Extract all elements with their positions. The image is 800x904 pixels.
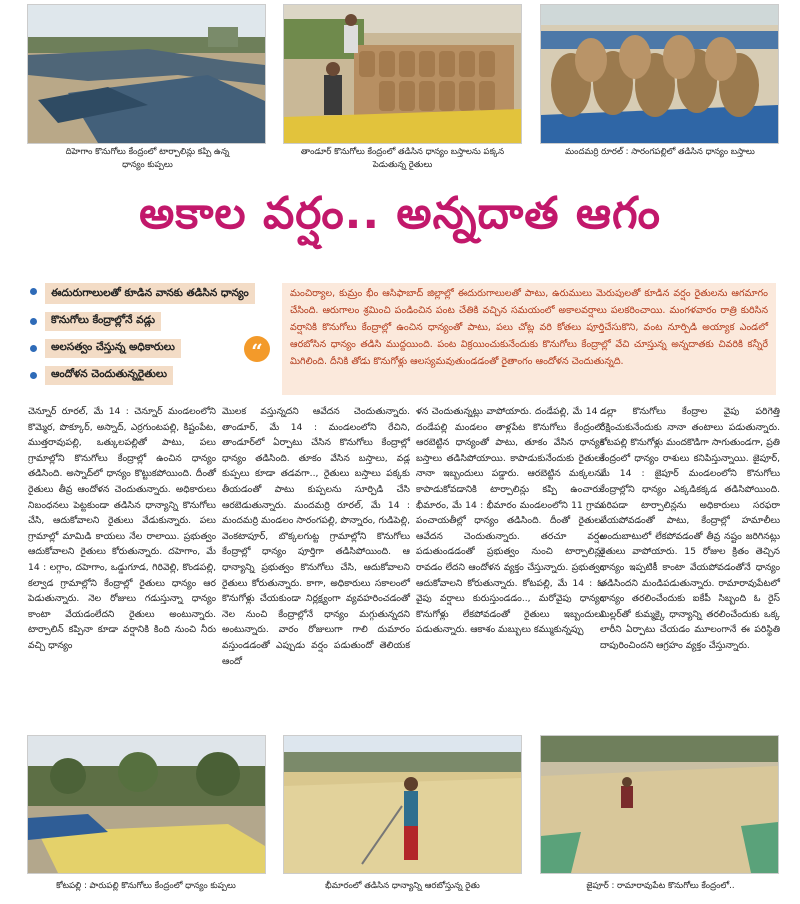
photo-tarpaulin-covered-grain xyxy=(27,4,266,144)
bullet-icon xyxy=(30,318,37,325)
caption-bottom-right: జైపూర్ : రామారావుపేట కొనుగోలు కేంద్రంలో.. xyxy=(586,881,735,891)
bullet-icon xyxy=(30,372,37,379)
article-column-1: చెన్నూర్ రూరల్, మే 14 : చెన్నూర్ మండలంలోని కొమ్మెర, పొక్కూర్, అస్నాద్, ఎర్రగుంటపల్లి, కిష్టంపేట, ముత్తరావుపల్లి, ఒత్కులపల్లితో పాటు, పలు గ్రామాల్లోని కొనుగోలు కేంద్రాల్లో ఉంచిన ధాన్యం తడిసింది. అస్నాద్‌లో ధాన్యం కొట్టుకపోయింది. దీంతో రైతులు తీవ్ర ఆందోళన చెందుతున్నారు. అధికారులు నిబంధనలు పెట్టకుండా తడిసిన ధాన్యాన్ని కొనుగోలు చేసి, ఆదుకోవాలని రైతులు వేడుకున్నారు. పలు గ్రామాల్లో మామిడి కాయలు నేల రాలాయి. ప్రభుత్వం ఆదుకోవాలని రైతులు కోరుతున్నారు. దహెగాం, మే 14 : లగ్గాం, దహెగాం, ఒడ్డుగూడ, గిరివెల్లి, కొండపల్లి, కల్వాడ గ్రామాల్లోని కేంద్రాల్లో రైతులు ధాన్యం ఆర పెడుతున్నారు. నెల రోజులు గడుస్తున్నా ధాన్యం కాంటా వేయడంలేదని రైతులు అంటున్నారు. టార్పాలిన్ కప్పినా కూడా వర్షానికి కింది నుంచి నీరు వచ్చి ధాన్యం xyxy=(28,406,216,651)
article-column-2: మొలక వస్తున్నదని ఆవేదన చెందుతున్నారు. తాండూర్, మే 14 : మండలంలోని రేచిని, తాండూర్‌లో ఏర్పాటు చేసిన కొనుగోలు కేంద్రాల్లో ధాన్యం తడిసింది. తూకం వేసిన బస్తాలు, వడ్ల కుప్పలు కూడా తడవగా.., రైతులు బస్తాలు పక్కకు తీయడంతో పాటు కుప్పలను సూర్పిడి చేసి ఆరబెడుతున్నారు. మందమర్రి రూరల్, మే 14 : మందమర్రి మండలం సారంగపల్లి, పొన్నారం, గుడిపెల్లి, వెంకటాపూర్, బొక్కలగుట్ట గ్రామాల్లోని కొనుగోలు కేంద్రాల్లో ధాన్యం పూర్తిగా తడిసిపోయింది. ఆ ధాన్యాన్ని ప్రభుత్వం కొనుగోలు చేసి, ఆదుకోవాలని రైతులు కోరుతున్నారు. కాగా, అధికారులు సకాలంలో కొనుగోళ్లు చేయకుండా నిర్లక్ష్యంగా వ్యవహరించడంతో నెల నుంచి కేంద్రాల్లోనే ధాన్యం మగ్గుతున్నదని అంటున్నారు. వారం రోజులుగా గాలి దుమారం వస్తుండడంతో ఎప్పుడు వర్షం పడుతుందో తెలియక ఆందో xyxy=(222,406,410,667)
highlights-box xyxy=(30,283,260,393)
quote-icon: “ xyxy=(244,336,270,362)
photo-grain-heaps-parupalli xyxy=(27,735,266,874)
bullet-icon xyxy=(30,345,37,352)
highlight-text: అలసత్వం చేస్తున్న అధికారులు xyxy=(45,339,181,358)
article-column-3: ళన చెందుతున్నట్లు వాపోయారు. దండేపల్లి, మే 14 : దండేపల్లి మండలం తాళ్లపేట కొనుగోలు కేంద్రంలో ఆరబెట్టిన ధాన్యంతో పాటు, తూకం వేసిన ధాన్యం బస్తాలు తడిసిపోయాయి. కాపాడుకునేందుకు రైతులు నానా ఇబ్బందులు పడ్డారు. ఆరబెట్టిన మక్కలను కాపాడుకోవడానికి టార్పాలిన్లు కప్పి ఉంచారు. భీమారం, మే 14 : భీమారం మండలంలోని 11 గ్రామ పంచాయతీల్లో ధాన్యం తడిసింది. దీంతో రైతులు ఆవేదన చెందుతున్నారు. తరచూ వర్షం పడుతుండడంతో ప్రభుత్వం నుంచి టార్పాలిన్లు రావడం లేదని ఆందోళన వ్యక్తం చేస్తున్నారు. ప్రభుత్వం ఆదుకోవాలని కోరుతున్నారు. కోటపల్లి, మే 14 : ఓ వైపు వర్షాలు కురుస్తుండడం.., మరోవైపు ధాన్యం కొనుగోళ్లు లేకపోవడంతో రైతులు ఇబ్బందులు పడుతున్నారు. ఆకాశం మబ్బులు కమ్ముకున్నప్పు xyxy=(416,406,604,636)
caption-bottom-center: భీమారంలో తడిసిన ధాన్యాన్ని ఆరబోస్తున్న రైతు xyxy=(325,881,480,891)
caption-top-left: దిహెగాం కొనుగోలు కేంద్రంలో టార్పాలిన్లు కప్పి ఉన్న ధాన్యం కుప్పలు xyxy=(65,147,230,170)
headline: అకాల వర్షం.. అన్నదాత ఆగం xyxy=(139,188,661,239)
caption-top-right: మందమర్రి రూరల్ : సారంగపల్లిలో తడిసిన ధాన్యం బస్తాలు xyxy=(565,147,755,157)
bullet-icon xyxy=(30,288,37,295)
photo-grain-at-ramaraopet xyxy=(540,735,779,874)
intro-paragraph: మంచిర్యాల, కుమ్రం భీం ఆసిఫాబాద్ జిల్లాల్లో ఈదురుగాలులతో పాటు, ఉరుములు మెరుపులతో కూడిన వర్షం రైతులను ఆగమాగం చేసింది. ఆరుగాలం శ్రమించి పండించిన పంట చేతికి వచ్చిన సమయంలో అకాలవర్షాలు పలకరించాయి. మంగళవారం రాత్రి కురిసిన వర్షానికి కొనుగోలు కేంద్రాల్లో ఉంచిన ధాన్యంతో పాటు, పలు చోట్ల వరి కోతలు పూర్తిచేసుకొని, వంట నూర్పిడి అయ్యాక ఎండలో ఆరబోసిన ధాన్యం తడిసి ముద్దయింది. పంట విక్రయించుకునేందుకు కొనుగోలు కేంద్రాల్లో వేచి చూస్తున్న అన్నదాతకు చివరికి కన్నీరే మిగిలింది. దీనికి తోడు కొనుగోళ్లు ఆలస్యమవుతుండడంతో రైతాంగం ఆందోళన చెందుతున్నది. xyxy=(282,283,776,395)
highlight-item xyxy=(30,339,260,358)
photo-farmer-drying-grain xyxy=(283,735,522,874)
caption-top-center: తాండూర్ కొనుగోలు కేంద్రంలో తడిసిన ధాన్యం బస్తాలను పక్కన పెడుతున్న రైతులు xyxy=(300,147,505,170)
highlight-item xyxy=(30,312,260,331)
caption-bottom-left: కోటపల్లి : పారుపల్లి కొనుగోలు కేంద్రంలో ధాన్యం కుప్పలు xyxy=(56,881,236,891)
highlight-text: కొనుగోలు కేంద్రాల్లోనే వడ్లు xyxy=(45,312,161,331)
photo-wet-grain-bags xyxy=(540,4,779,144)
highlight-item xyxy=(30,366,260,385)
highlight-text: ఆందోళన చెందుతున్నరైతులు xyxy=(45,366,173,385)
highlight-text: ఈదురుగాలులతో కూడిన వానకు తడిసిన ధాన్యం xyxy=(45,283,255,304)
article-column-4: డల్లా కొనుగోలు కేంద్రాల వైపు పరిగెత్తి రక్షించుకునేందుకు నానా తంటాలు పడుతున్నారు. కోటపల్లి కొనుగోళ్లు మందకొడిగా సాగుతుండగా, ప్రతి కేంద్రంలో ధాన్యం రాశులు కనిపిస్తున్నాయి. జైపూర్, మే 14 : జైపూర్ మండలంలోని కొనుగోలు కేంద్రాల్లోని ధాన్యం ఎక్కడికక్కడ తడిసిపోయింది. సరిపడా టార్పాలిన్లను అధికారులు సరఫరా చేయపోవడంతో పాటు, కేంద్రాల్లో హమాలీలు అందుబాటులో లేకపోవడంతో తీవ్ర నష్టం జరిగినట్లు రైతులు వాపోయారు. 15 రోజుల క్రితం తెచ్చిన ధాన్యం ఇప్పటికీ కాంటా వేయపోవడంతోనే ధాన్యం తడిసిందని మండిపడుతున్నారు. రామారావుపేటలో ధాన్యం తరలించేందుకు ఐకేపీ సిబ్బంది ఓ రైస్ మిల్లర్‌తో కుమ్మక్కై ధాన్యాన్ని తరలించేందుకు ఒక్క లారీని ఏర్పాటు చేయడం మూలంగానే ఈ పరిస్థితి దాపురించిందని ఆగ్రహం వ్యక్తం చేస్తున్నారు. xyxy=(600,406,780,651)
photo-farmers-moving-bags xyxy=(283,4,522,144)
highlight-item xyxy=(30,283,260,304)
